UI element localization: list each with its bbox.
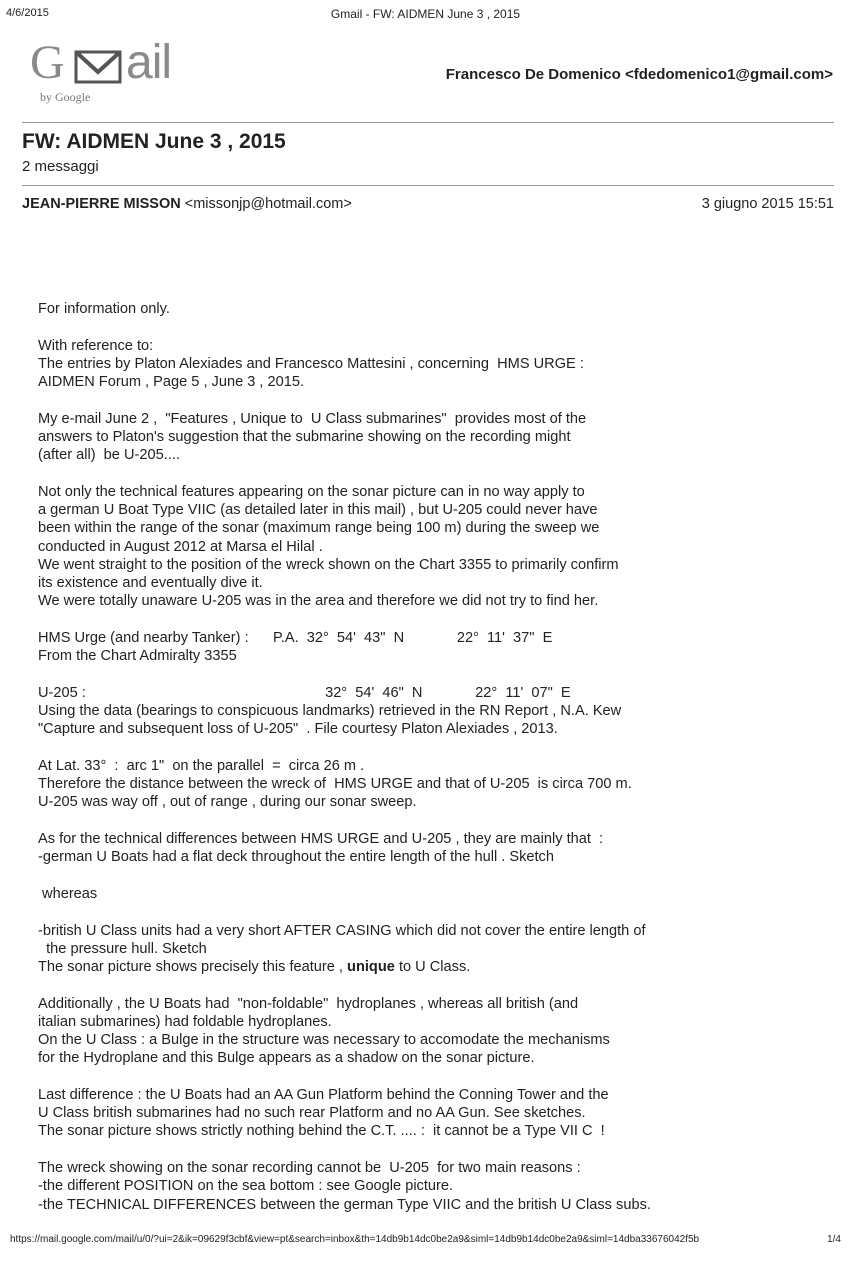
body-line: its existence and eventually dive it. bbox=[38, 574, 263, 591]
body-line: HMS Urge (and nearby Tanker) : P.A. 32° 54' 43" N 22° 11' 37" E bbox=[38, 629, 553, 646]
header-divider bbox=[22, 122, 834, 123]
body-line: Not only the technical features appearing on the sonar picture can in no way apply to bbox=[38, 483, 585, 500]
body-line bbox=[38, 958, 838, 976]
envelope-icon bbox=[74, 48, 122, 86]
print-footer bbox=[0, 1234, 851, 1254]
body-line: On the U Class : a Bulge in the structure was necessary to accomodate the mechanisms bbox=[38, 1032, 610, 1049]
body-line: U-205 was way off , out of range , during our sonar sweep. bbox=[38, 794, 417, 811]
print-header bbox=[0, 0, 851, 28]
message-date: 3 giugno 2015 15:51 bbox=[701, 196, 834, 212]
message-count: 2 messaggi bbox=[22, 158, 99, 175]
body-line: From the Chart Admiralty 3355 bbox=[38, 648, 237, 665]
print-url: https://mail.google.com/mail/u/0/?ui=2&ik=09629f3cbf&view=pt&search=inbox&th=14db9b14dc0be2a9&siml=14db9b14dc0be2a9&siml=14dba33676042f5b bbox=[10, 1234, 700, 1245]
body-line: -the different POSITION on the sea bottom : see Google picture. bbox=[38, 1178, 454, 1195]
body-line: As for the technical differences between HMS URGE and U-205 , they are mainly that : bbox=[38, 830, 604, 847]
body-line: U Class british submarines had no such rear Platform and no AA Gun. See sketches. bbox=[38, 1105, 586, 1122]
body-line: -the TECHNICAL DIFFERENCES between the german Type VIIC and the british U Class subs. bbox=[38, 1196, 651, 1213]
body-text: to U Class. bbox=[394, 958, 471, 975]
body-line: The entries by Platon Alexiades and Francesco Mattesini , concerning HMS URGE : bbox=[38, 355, 584, 372]
print-date: 4/6/2015 bbox=[6, 7, 49, 19]
body-line: for the Hydroplane and this Bulge appears as a shadow on the sonar picture. bbox=[38, 1050, 535, 1067]
body-line: italian submarines) had foldable hydroplanes. bbox=[38, 1013, 332, 1030]
body-line: U-205 : 32° 54' 46" N 22° 11' 07" E bbox=[38, 684, 571, 701]
body-line: AIDMEN Forum , Page 5 , June 3 , 2015. bbox=[38, 374, 305, 391]
body-line: The sonar picture shows strictly nothing behind the C.T. .... : it cannot be a Type VII C ! bbox=[38, 1123, 605, 1140]
body-line: We went straight to the position of the wreck shown on the Chart 3355 to primarily confirm bbox=[38, 556, 619, 573]
subject-divider bbox=[22, 185, 834, 186]
body-line: "Capture and subsequent loss of U-205" . File courtesy Platon Alexiades , 2013. bbox=[38, 721, 558, 738]
body-line: conducted in August 2012 at Marsa el Hilal . bbox=[38, 538, 323, 555]
body-line: answers to Platon's suggestion that the submarine showing on the recording might bbox=[38, 429, 571, 446]
thread-subject: FW: AIDMEN June 3 , 2015 bbox=[22, 130, 286, 153]
body-line: -british U Class units had a very short AFTER CASING which did not cover the entire length of bbox=[38, 922, 646, 939]
emphasis-unique: unique bbox=[347, 958, 395, 975]
body-line: Last difference : the U Boats had an AA Gun Platform behind the Conning Tower and the bbox=[38, 1087, 609, 1103]
body-line: been within the range of the sonar (maximum range being 100 m) during the sweep we bbox=[38, 520, 600, 537]
print-title: Gmail - FW: AIDMEN June 3 , 2015 bbox=[330, 7, 521, 21]
body-line: For information only. bbox=[38, 301, 170, 317]
body-line: Additionally , the U Boats had "non-foldable" hydroplanes , whereas all british (and bbox=[38, 995, 579, 1012]
account-address: Francesco De Domenico <fdedomenico1@gmail.com> bbox=[445, 66, 833, 83]
sender bbox=[22, 196, 352, 212]
body-line: whereas bbox=[38, 885, 98, 902]
logo-by-google: by Google bbox=[40, 90, 91, 104]
body-line: We were totally unaware U-205 was in the area and therefore we did not try to find her. bbox=[38, 593, 599, 610]
logo-letter-g: G bbox=[30, 36, 63, 89]
body-text: The sonar picture shows precisely this feature , bbox=[38, 958, 348, 975]
sender-email: <missonjp@hotmail.com> bbox=[184, 196, 352, 212]
message-body bbox=[38, 300, 838, 1214]
sender-name: JEAN-PIERRE MISSON bbox=[22, 196, 181, 212]
print-page-number: 1/4 bbox=[827, 1234, 841, 1245]
body-line: Therefore the distance between the wreck of HMS URGE and that of U-205 is circa 700 m. bbox=[38, 776, 632, 793]
body-line: Using the data (bearings to conspicuous landmarks) retrieved in the RN Report , N.A. Kew bbox=[38, 702, 622, 719]
gmail-logo bbox=[30, 38, 190, 108]
body-line: the pressure hull. Sketch bbox=[38, 940, 207, 957]
body-line: (after all) be U-205.... bbox=[38, 447, 180, 464]
body-line: With reference to: bbox=[38, 337, 154, 354]
body-line: My e-mail June 2 , "Features , Unique to U Class submarines" provides most of the bbox=[38, 410, 587, 427]
body-line: a german U Boat Type VIIC (as detailed later in this mail) , but U-205 could never have bbox=[38, 502, 598, 519]
body-line: The wreck showing on the sonar recording cannot be U-205 for two main reasons : bbox=[38, 1160, 581, 1177]
body-line: At Lat. 33° : arc 1" on the parallel = circa 26 m . bbox=[38, 757, 365, 774]
body-line: -german U Boats had a flat deck throughout the entire length of the hull . Sketch bbox=[38, 849, 554, 866]
logo-letters-ail: ail bbox=[126, 36, 172, 89]
